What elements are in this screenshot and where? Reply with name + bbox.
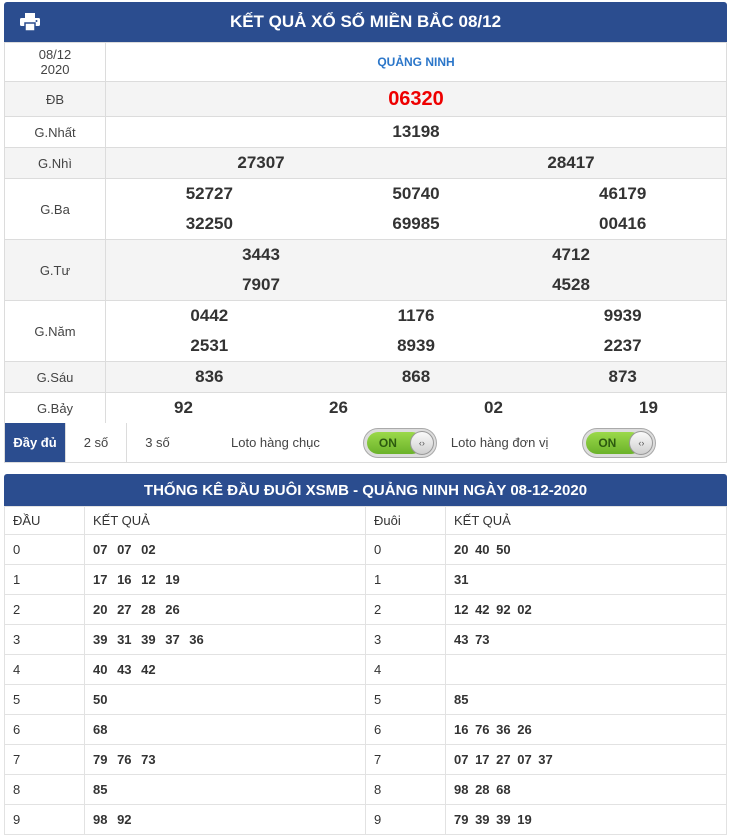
- head-result: 98 92: [85, 805, 366, 835]
- prize-row-g2: [5, 148, 727, 179]
- col-tail: Đuôi: [366, 507, 446, 535]
- toggle-knob-icon: ‹›: [629, 431, 653, 455]
- loto-tens-label: Loto hàng chục: [231, 435, 320, 450]
- head-result: 50: [85, 685, 366, 715]
- tail-digit: 2: [366, 595, 446, 625]
- head-digit: 4: [5, 655, 85, 685]
- head-digit: 9: [5, 805, 85, 835]
- head-result: 79 76 73: [85, 745, 366, 775]
- table-row: [5, 595, 727, 625]
- prize-value: 1176: [397, 306, 435, 325]
- tail-digit: 5: [366, 685, 446, 715]
- stats-table: [4, 506, 727, 835]
- prize-value: 00416: [599, 214, 647, 233]
- prize-value: 28417: [547, 153, 595, 172]
- tail-result: 31: [446, 565, 727, 595]
- prize-value: 32250: [185, 214, 233, 233]
- date-line1: 08/12: [38, 47, 72, 62]
- prize-label: G.Bảy: [5, 393, 106, 424]
- tail-digit: 7: [366, 745, 446, 775]
- prize-value: 52727: [185, 184, 233, 203]
- prize-value: 2237: [603, 336, 642, 355]
- prize-label: G.Sáu: [5, 362, 106, 393]
- table-row: [5, 715, 727, 745]
- tail-digit: 6: [366, 715, 446, 745]
- stats-title: THỐNG KÊ ĐẦU ĐUÔI XSMB - QUẢNG NINH NGÀY 08-12-2020: [143, 481, 588, 499]
- prize-value: 2531: [190, 336, 229, 355]
- tail-result: 16 76 36 26: [446, 715, 727, 745]
- tail-result: 43 73: [446, 625, 727, 655]
- prize-label: G.Nhì: [5, 148, 106, 179]
- head-result: 85: [85, 775, 366, 805]
- province-row: [5, 43, 727, 82]
- tail-digit: 3: [366, 625, 446, 655]
- prize-value: 02: [484, 398, 503, 417]
- prize-row-g4: [5, 240, 727, 301]
- col-result: KẾT QUẢ: [446, 507, 727, 535]
- prize-value: 69985: [392, 214, 440, 233]
- tail-result: 85: [446, 685, 727, 715]
- table-row: [5, 535, 727, 565]
- results-title: KẾT QUẢ XỔ SỐ MIỀN BẮC 08/12: [229, 12, 502, 31]
- tail-result: [446, 655, 727, 685]
- head-result: 20 27 28 26: [85, 595, 366, 625]
- table-row: [5, 685, 727, 715]
- tail-result: 07 17 27 07 37: [446, 745, 727, 775]
- table-row: [5, 655, 727, 685]
- tab-three-digits[interactable]: 3 số: [145, 435, 170, 450]
- col-head: ĐẦU: [5, 507, 85, 535]
- prize-value: 26: [329, 398, 348, 417]
- table-row: [5, 625, 727, 655]
- head-result: 68: [85, 715, 366, 745]
- tail-result: 12 42 92 02: [446, 595, 727, 625]
- prize-value: 50740: [392, 184, 440, 203]
- head-digit: 1: [5, 565, 85, 595]
- prize-label: G.Năm: [5, 301, 106, 362]
- prize-value: 46179: [599, 184, 647, 203]
- tab-two-digits[interactable]: 2 số: [66, 423, 127, 462]
- tail-digit: 8: [366, 775, 446, 805]
- head-digit: 0: [5, 535, 85, 565]
- loto-units-label: Loto hàng đơn vị: [450, 435, 549, 450]
- table-row: [5, 565, 727, 595]
- prize-label: G.Tư: [5, 240, 106, 301]
- head-digit: 8: [5, 775, 85, 805]
- tail-result: 98 28 68: [446, 775, 727, 805]
- province-name: QUẢNG NINH: [377, 55, 455, 69]
- prize-value: 9939: [603, 306, 642, 325]
- tail-result: 20 40 50: [446, 535, 727, 565]
- loto-tens-toggle[interactable]: [363, 428, 437, 458]
- toggle-on-text: ON: [367, 432, 423, 454]
- prize-value: 8939: [397, 336, 435, 355]
- prize-value: 873: [608, 367, 637, 386]
- prize-value: 92: [174, 398, 193, 417]
- prize-row-db: [5, 82, 727, 117]
- tail-digit: 0: [366, 535, 446, 565]
- head-result: 17 16 12 19: [85, 565, 366, 595]
- tail-digit: 9: [366, 805, 446, 835]
- prize-value: 06320: [388, 87, 444, 110]
- prize-value: 27307: [237, 153, 285, 172]
- table-row: [5, 745, 727, 775]
- prize-row-g3: [5, 179, 727, 240]
- prize-value: 13198: [392, 122, 440, 141]
- head-digit: 6: [5, 715, 85, 745]
- prize-label: ĐB: [5, 82, 106, 117]
- stats-header-row: [5, 507, 727, 535]
- prize-value: 4712: [552, 245, 590, 264]
- prize-row-g6: [5, 362, 727, 393]
- head-digit: 2: [5, 595, 85, 625]
- prize-value: 7907: [242, 275, 280, 294]
- loto-units-toggle[interactable]: [582, 428, 656, 458]
- tail-digit: 1: [366, 565, 446, 595]
- head-digit: 5: [5, 685, 85, 715]
- prize-label: G.Ba: [5, 179, 106, 240]
- toggle-on-text: ON: [586, 432, 642, 454]
- head-result: 40 43 42: [85, 655, 366, 685]
- results-panel: [4, 2, 727, 424]
- printer-icon[interactable]: [20, 13, 40, 31]
- prize-value: 3443: [242, 245, 280, 264]
- filter-bar: [4, 423, 727, 463]
- table-row: [5, 805, 727, 835]
- tail-result: 79 39 39 19: [446, 805, 727, 835]
- col-result: KẾT QUẢ: [85, 507, 366, 535]
- date-cell: [5, 43, 106, 82]
- tail-digit: 4: [366, 655, 446, 685]
- prize-label: G.Nhất: [5, 117, 106, 148]
- stats-panel: [4, 474, 727, 835]
- prize-row-g1: [5, 117, 727, 148]
- prize-value: 4528: [552, 275, 590, 294]
- prize-value: 19: [639, 398, 658, 417]
- stats-header: [4, 474, 727, 506]
- prize-row-g7: [5, 393, 727, 424]
- head-result: 39 31 39 37 36: [85, 625, 366, 655]
- head-result: 07 07 02: [85, 535, 366, 565]
- prize-row-g5: [5, 301, 727, 362]
- toggle-knob-icon: ‹›: [410, 431, 434, 455]
- head-digit: 3: [5, 625, 85, 655]
- results-header: [4, 2, 727, 42]
- prize-value: 0442: [190, 306, 229, 325]
- prize-value: 836: [195, 367, 224, 386]
- results-table: [4, 42, 727, 424]
- date-line2: 2020: [40, 62, 70, 77]
- stats-body: [5, 535, 727, 835]
- head-digit: 7: [5, 745, 85, 775]
- tab-full[interactable]: Đầy đủ: [5, 423, 66, 462]
- table-row: [5, 775, 727, 805]
- prize-value: 868: [401, 367, 431, 386]
